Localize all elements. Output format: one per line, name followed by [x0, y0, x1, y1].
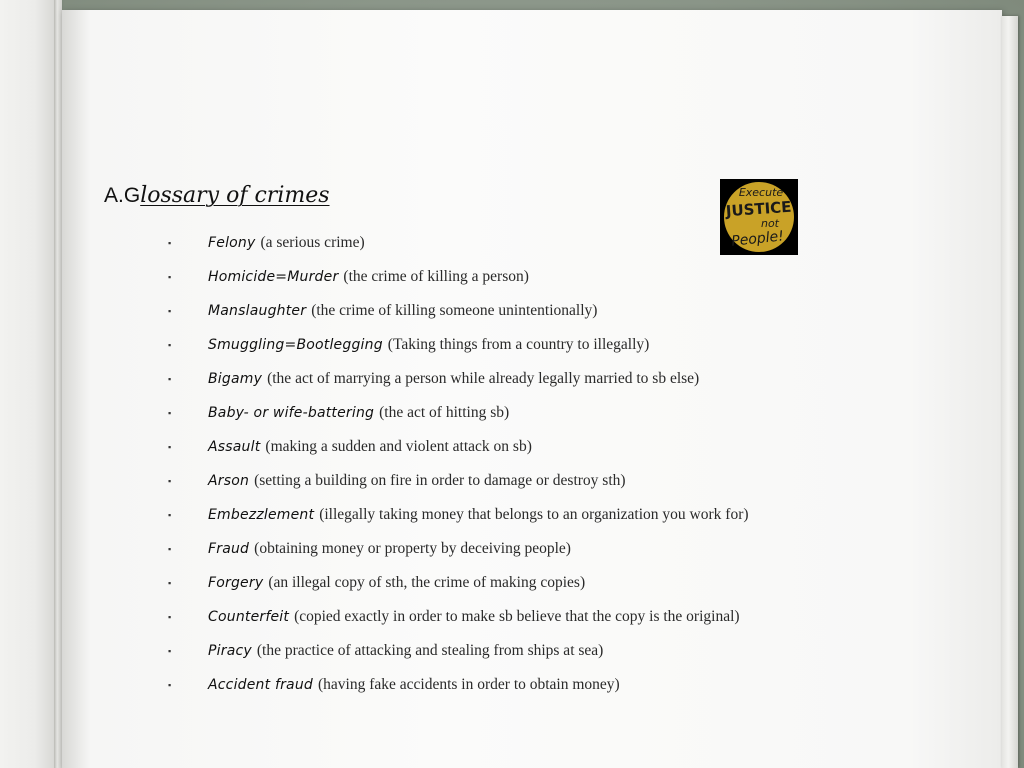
list-item [160, 430, 920, 464]
bullet-icon: ▪ [168, 510, 172, 520]
glossary-term: Accident fraud [208, 677, 313, 693]
logo-line-1: Execute [738, 186, 784, 199]
list-item [160, 396, 920, 430]
bullet-icon: ▪ [168, 612, 172, 622]
glossary-term: Fraud [208, 541, 250, 557]
glossary-definition: (copied exactly in order to make sb believe that the copy is the original) [294, 608, 740, 625]
bullet-icon: ▪ [168, 646, 172, 656]
left-page-edge [0, 0, 58, 768]
bullet-icon: ▪ [168, 238, 172, 248]
list-item [160, 634, 920, 668]
glossary-term: Embezzlement [208, 507, 315, 523]
list-item [160, 668, 920, 702]
glossary-definition: (the practice of attacking and stealing from ships at sea) [256, 642, 604, 659]
logo-line-4: People! [730, 228, 785, 250]
bullet-icon: ▪ [168, 442, 172, 452]
right-page-edge [1002, 16, 1018, 768]
glossary-list [160, 226, 920, 702]
title-text: lossary of crimes [140, 183, 330, 208]
list-item [160, 294, 920, 328]
list-item [160, 498, 920, 532]
bullet-icon: ▪ [168, 374, 172, 384]
glossary-definition: (making a sudden and violent attack on sb) [265, 438, 532, 455]
list-item [160, 464, 920, 498]
bullet-icon: ▪ [168, 680, 172, 690]
list-item [160, 600, 920, 634]
page-title [104, 182, 330, 208]
glossary-term: Assault [208, 439, 261, 455]
list-item [160, 362, 920, 396]
glossary-definition: (Taking things from a country to illegally) [387, 336, 650, 353]
glossary-term: Manslaughter [208, 303, 307, 319]
glossary-definition: (illegally taking money that belongs to an organization you work for) [319, 506, 749, 523]
glossary-term: Baby- or wife-battering [208, 405, 375, 421]
list-item [160, 532, 920, 566]
glossary-definition: (the crime of killing a person) [343, 268, 529, 285]
glossary-term: Forgery [208, 575, 264, 591]
logo-line-3: not [760, 217, 780, 230]
bullet-icon: ▪ [168, 544, 172, 554]
glossary-term: Homicide=Murder [208, 269, 339, 285]
glossary-definition: (the act of hitting sb) [379, 404, 510, 421]
bullet-icon: ▪ [168, 476, 172, 486]
glossary-definition: (obtaining money or property by deceiving people) [254, 540, 571, 557]
list-item [160, 226, 920, 260]
bullet-icon: ▪ [168, 340, 172, 350]
glossary-definition: (the crime of killing someone unintentionally) [311, 302, 598, 319]
glossary-definition: (setting a building on fire in order to damage or destroy sth) [254, 472, 626, 489]
glossary-term: Arson [208, 473, 250, 489]
bullet-icon: ▪ [168, 408, 172, 418]
bullet-icon: ▪ [168, 578, 172, 588]
bullet-icon: ▪ [168, 306, 172, 316]
glossary-definition: (an illegal copy of sth, the crime of making copies) [268, 574, 586, 591]
glossary-definition: (the act of marrying a person while already legally married to sb else) [267, 370, 700, 387]
glossary-term: Smuggling=Bootlegging [208, 337, 383, 353]
page-stack [54, 0, 62, 768]
glossary-term: Bigamy [208, 371, 263, 387]
glossary-definition: (a serious crime) [260, 234, 365, 251]
glossary-term: Piracy [208, 643, 252, 659]
list-item [160, 328, 920, 362]
glossary-definition: (having fake accidents in order to obtain money) [318, 676, 620, 693]
logo-line-2: JUSTICE [725, 197, 793, 221]
title-prefix: A.G [104, 184, 141, 207]
glossary-term: Felony [208, 235, 256, 251]
list-item [160, 566, 920, 600]
bullet-icon: ▪ [168, 272, 172, 282]
glossary-term: Counterfeit [208, 609, 290, 625]
list-item [160, 260, 920, 294]
